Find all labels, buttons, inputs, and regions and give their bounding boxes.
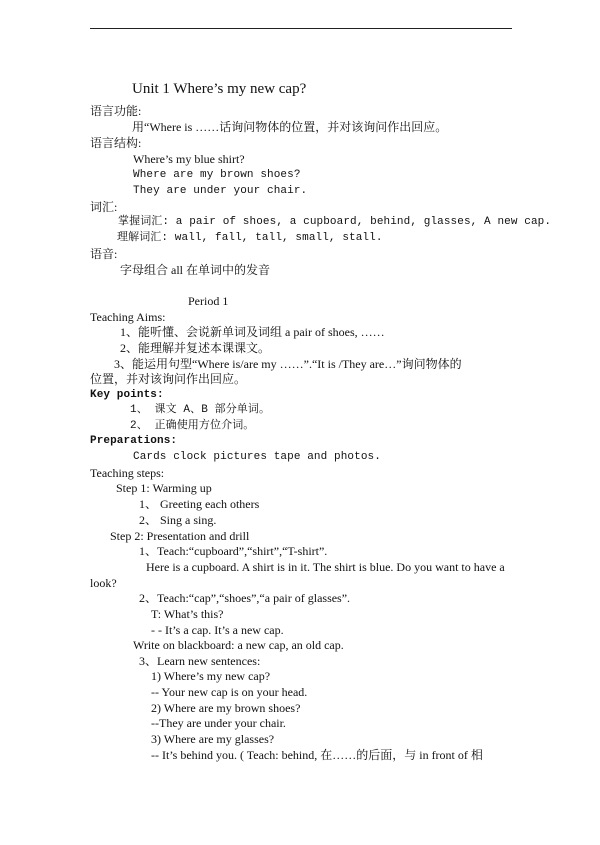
- step1-title: Step 1: Warming up: [116, 481, 212, 495]
- dialog-answer: - - It’s a cap. It’s a new cap.: [151, 623, 284, 637]
- vocabulary-understand: 理解词汇: wall, fall, tall, small, stall.: [117, 232, 383, 244]
- aim-item: 1、能听懂、会说新单词及词组 a pair of shoes, ……: [120, 325, 385, 339]
- teaching-steps-heading: Teaching steps:: [90, 466, 165, 480]
- aim-item: 2、能理解并复述本课课文。: [120, 341, 271, 355]
- vocabulary-heading: 词汇:: [90, 200, 118, 214]
- unit-title: Unit 1 Where’s my new cap?: [132, 81, 307, 97]
- key-point-item: 2、 正确使用方位介词。: [130, 420, 255, 432]
- sentence-line: --They are under your chair.: [151, 716, 286, 730]
- preparations-text: Cards clock pictures tape and photos.: [133, 451, 381, 463]
- language-structure-heading: 语言结构:: [90, 136, 142, 150]
- sentence-line: 3) Where are my glasses?: [151, 732, 275, 746]
- teach-line: 2、Teach:“cap”,“shoes”,“a pair of glasses”.: [139, 591, 351, 605]
- aim-item: 位置，并对该询问作出回应。: [90, 372, 247, 386]
- dialog-question: T: What’s this?: [151, 607, 224, 621]
- sentence-line: 2) Where are my brown shoes?: [151, 701, 301, 715]
- period-title: Period 1: [188, 294, 229, 308]
- key-point-item: 1、 课文 A、B 部分单词。: [130, 404, 271, 416]
- key-points-heading: Key points:: [90, 389, 164, 401]
- language-function-text: 用“Where is ……话询问物体的位置，并对该询问作出回应。: [132, 120, 448, 134]
- step1-item: 2、 Sing a sing.: [139, 513, 217, 527]
- sentence-line: 1) Where’s my new cap?: [151, 669, 271, 683]
- teach-text: Here is a cupboard. A shirt is in it. The shirt is blue. Do you want to have a: [146, 560, 505, 574]
- phonetics-heading: 语音:: [90, 247, 118, 261]
- vocabulary-master: 掌握词汇: a pair of shoes, a cupboard, behind, glasses, A new cap.: [118, 216, 552, 228]
- step1-item: 1、 Greeting each others: [139, 497, 260, 511]
- phonetics-text: 字母组合 all 在单词中的发音: [120, 263, 270, 277]
- preparations-heading: Preparations:: [90, 435, 178, 447]
- header-rule: [90, 28, 512, 29]
- teaching-aims-heading: Teaching Aims:: [90, 310, 166, 324]
- sentence-line: -- It’s behind you. ( Teach: behind, 在……的后面，与 in front of 相: [151, 748, 483, 762]
- blackboard-line: Write on blackboard: a new cap, an old cap.: [133, 638, 344, 652]
- sentence-line: -- Your new cap is on your head.: [151, 685, 308, 699]
- aim-item: 3、能运用句型“Where is/are my ……”.“It is /They are…”询问物体的: [114, 357, 462, 371]
- structure-line: They are under your chair.: [133, 185, 308, 197]
- language-function-heading: 语言功能:: [90, 104, 142, 118]
- structure-line: Where’s my blue shirt?: [133, 152, 245, 166]
- teach-line: 1、Teach:“cupboard”,“shirt”,“T-shirt”.: [139, 544, 328, 558]
- learn-heading: 3、Learn new sentences:: [139, 654, 261, 668]
- step2-title: Step 2: Presentation and drill: [110, 529, 250, 543]
- structure-line: Where are my brown shoes?: [133, 169, 301, 181]
- teach-text: look?: [90, 576, 117, 590]
